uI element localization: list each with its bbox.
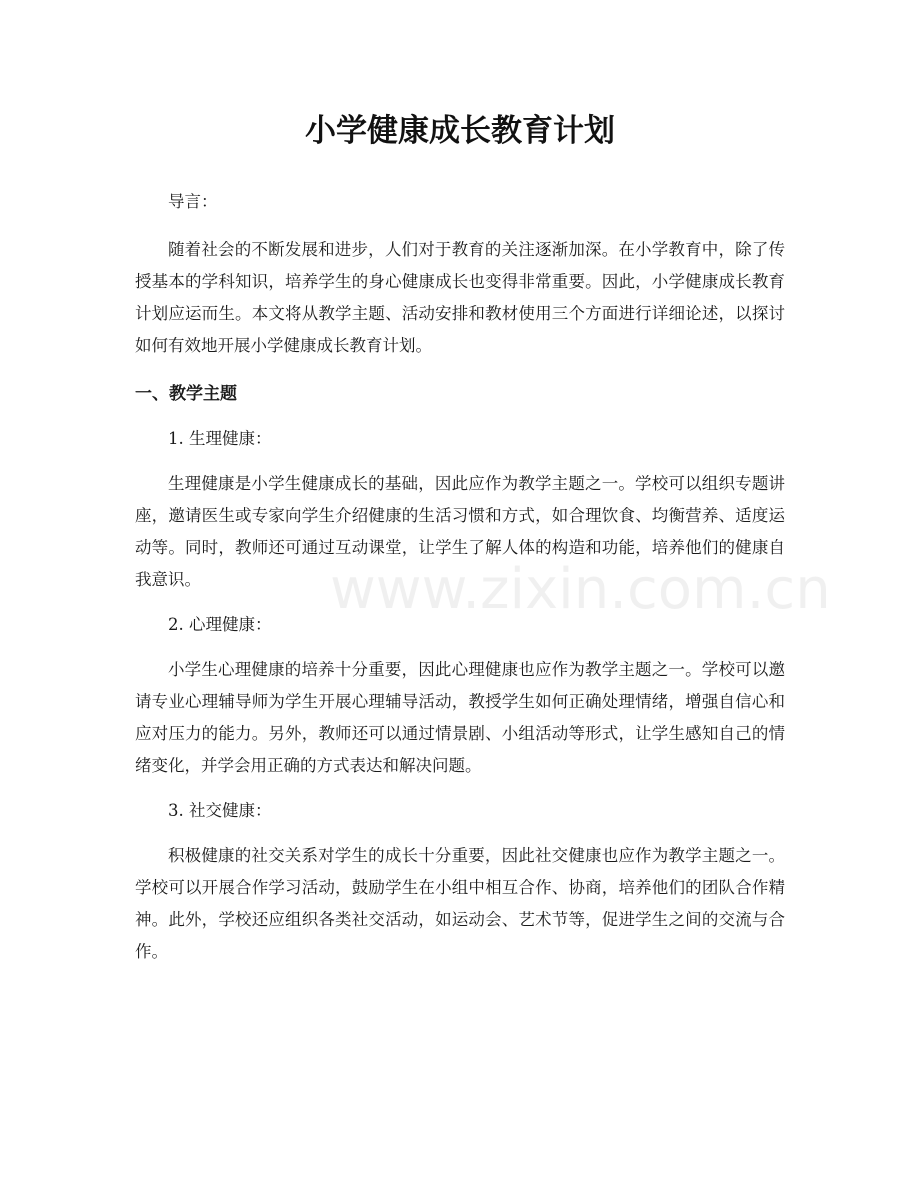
intro-paragraph: 随着社会的不断发展和进步，人们对于教育的关注逐渐加深。在小学教育中，除了传授基本的学科知识，培养学生的身心健康成长也变得非常重要。因此，小学健康成长教育计划应运而生。本文将从教学主题、活动安排和教材使用三个方面进行详细论述，以探讨如何有效地开展小学健康成长教育计划。	[135, 240, 785, 355]
item-label-social: 3. 社交健康：	[168, 801, 272, 820]
item-label-physical: 1. 生理健康：	[168, 429, 272, 448]
item-label-mental: 2. 心理健康：	[168, 615, 272, 634]
section-heading: 一、教学主题	[135, 384, 237, 404]
item-paragraph-mental: 小学生心理健康的培养十分重要，因此心理健康也应作为教学主题之一。学校可以邀请专业心理辅导师为学生开展心理辅导活动，教授学生如何正确处理情绪，增强自信心和应对压力的能力。另外，教师还可以通过情景剧、小组活动等形式，让学生感知自己的情绪变化，并学会用正确的方式表达和解决问题。	[135, 660, 785, 775]
watermark: www.zixin.com.cn	[330, 557, 831, 622]
document-body	[135, 186, 785, 968]
document-title: 小学健康成长教育计划	[305, 113, 615, 149]
item-paragraph-physical: 生理健康是小学生健康成长的基础，因此应作为教学主题之一。学校可以组织专题讲座，邀请医生或专家向学生介绍健康的生活习惯和方式，如合理饮食、均衡营养、适度运动等。同时，教师还可通过互动课堂，让学生了解人体的构造和功能，培养他们的健康自我意识。	[135, 474, 785, 589]
intro-label: 导言：	[168, 192, 218, 211]
item-paragraph-social: 积极健康的社交关系对学生的成长十分重要，因此社交健康也应作为教学主题之一。学校可以开展合作学习活动，鼓励学生在小组中相互合作、协商，培养他们的团队合作精神。此外，学校还应组织各类社交活动，如运动会、艺术节等，促进学生之间的交流与合作。	[135, 846, 785, 961]
